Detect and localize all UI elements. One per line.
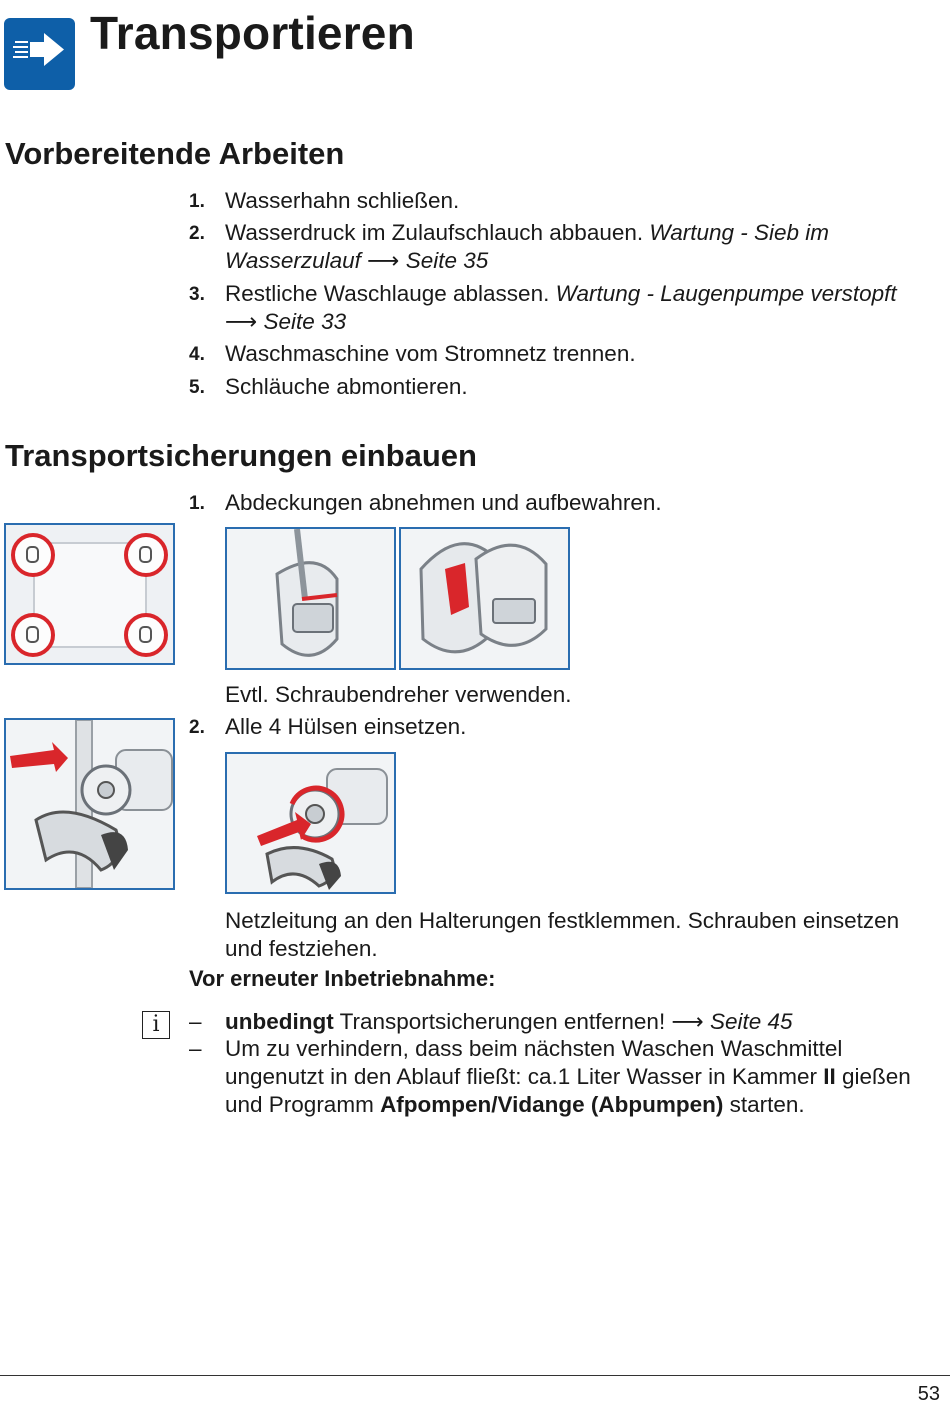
sleeve-insertion-illustration: [4, 718, 175, 890]
transport-arrow-icon: [4, 18, 75, 90]
cover-circle: [126, 535, 166, 575]
cover-circle: [126, 615, 166, 655]
step-number: 1.: [189, 191, 205, 212]
step-text: Schläuche abmontieren.: [225, 374, 468, 399]
section-heading-preparation: Vorbereitende Arbeiten: [5, 136, 345, 171]
step-text: Restliche Waschlauge ablassen. Wartung - Laugenpumpe verstopft ⟶ Seite 33: [225, 281, 897, 334]
footer-rule: [0, 1375, 950, 1376]
cover-circle: [13, 615, 53, 655]
cover-screwdriver-illustration: [225, 527, 396, 670]
rear-panel-illustration: [4, 523, 175, 665]
arrow-icon: ⟶: [671, 1009, 704, 1034]
step-number: 4.: [189, 344, 205, 365]
step-note: Netzleitung an den Halterungen festklemmen. Schrauben einsetzen und festziehen.: [225, 908, 900, 961]
cover-removal-illustration: [399, 527, 570, 670]
page-reference[interactable]: Seite 35: [405, 248, 489, 273]
cover-circle: [13, 535, 53, 575]
arrow-icon: ⟶: [225, 309, 258, 334]
step-text: Abdeckungen abnehmen und aufbewahren.: [225, 490, 662, 515]
restart-item: Um zu verhindern, dass beim nächsten Waschen Waschmittel ungenutzt in den Ablauf fließt: ca.1 Liter Wasser in Kammer II gießen und Programm Afpompen/Vidange (Abpumpen) starten.: [225, 1036, 911, 1117]
step-text: Waschmaschine vom Stromnetz trennen.: [225, 341, 636, 366]
cross-reference[interactable]: Wartung - Sieb im Wasserzulauf: [225, 220, 830, 273]
step-text: Alle 4 Hülsen einsetzen.: [225, 714, 467, 739]
step-number: 2.: [189, 223, 205, 244]
info-icon: i: [142, 1011, 170, 1039]
list-dash: –: [189, 1036, 202, 1061]
step-number: 2.: [189, 717, 205, 738]
section-heading-transport-locks: Transportsicherungen einbauen: [5, 438, 477, 473]
step-note: Evtl. Schraubendreher verwenden.: [225, 682, 572, 707]
list-dash: –: [189, 1009, 202, 1034]
arrow-icon: ⟶: [367, 248, 400, 273]
restart-heading: Vor erneuter Inbetriebnahme:: [189, 966, 496, 991]
page-title: Transportieren: [90, 7, 415, 59]
step-text: Wasserhahn schließen.: [225, 188, 460, 213]
step-number: 1.: [189, 493, 205, 514]
screw-tightening-illustration: [225, 752, 396, 894]
cross-reference[interactable]: Wartung - Laugenpumpe verstopft: [555, 281, 897, 306]
restart-item: unbedingt Transportsicherungen entfernen! ⟶ Seite 45: [225, 1009, 793, 1034]
step-number: 5.: [189, 377, 205, 398]
step-text: Wasserdruck im Zulaufschlauch abbauen. Wartung - Sieb im Wasserzulauf ⟶ Seite 35: [225, 220, 830, 273]
page-number: 53: [917, 1383, 940, 1405]
page-reference[interactable]: Seite 45: [709, 1009, 793, 1034]
step-number: 3.: [189, 284, 205, 305]
page-reference[interactable]: Seite 33: [263, 309, 347, 334]
